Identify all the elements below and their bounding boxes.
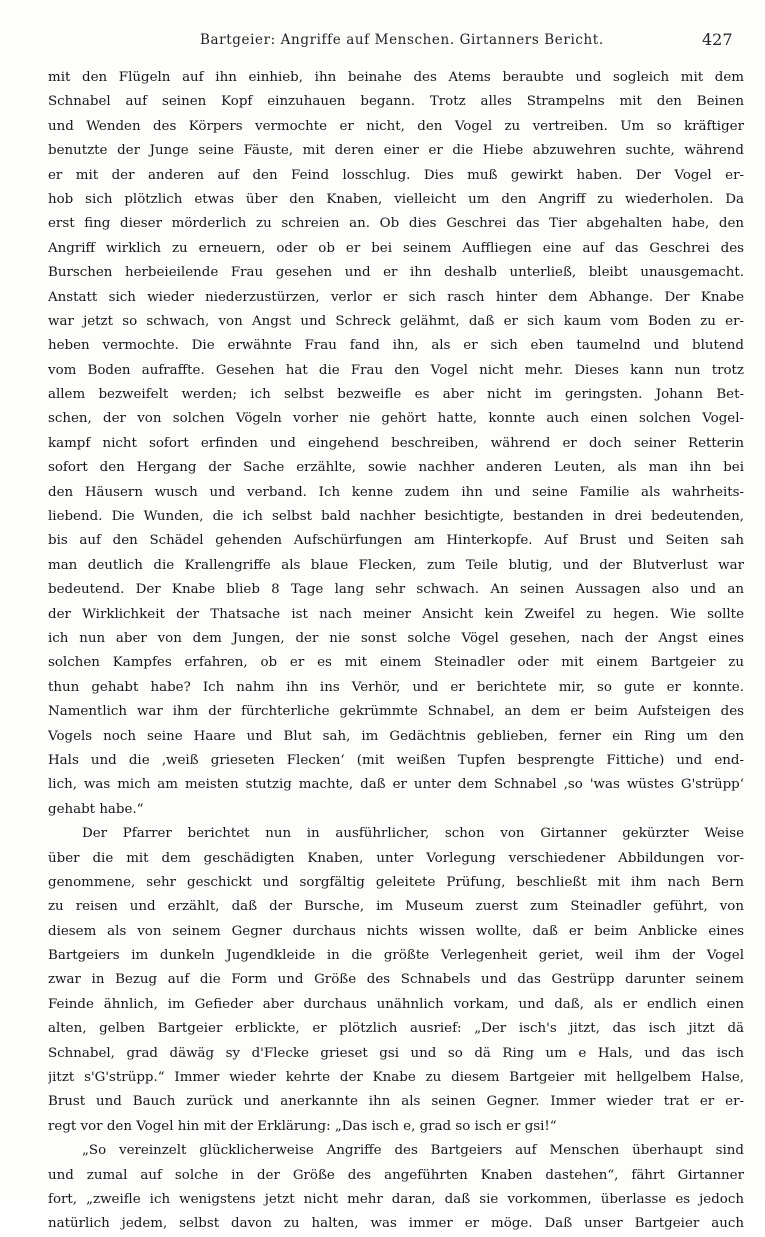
text-line: Vogels noch seine Haare und Blut sah, im Gedächtnis geblieben, ferner ein Ring um den [48,728,744,744]
text-line: und Wenden des Körpers vermochte er nicht, den Vogel zu vertreiben. Um so kräftiger [48,118,744,134]
text-line: Brust und Bauch zurück und anerkannte ihn als seinen Gegner. Immer wieder trat er er- [48,1094,744,1110]
text-line: fort, „zweifle ich wenigstens jetzt nicht mehr daran, daß sie vorkommen, überlasse es jedoch [48,1191,744,1207]
text-line: „So vereinzelt glücklicherweise Angriffe des Bartgeiers auf Menschen überhaupt sind [82,1143,744,1159]
text-line: Schnabel auf seinen Kopf einzuhauen begann. Trotz alles Strampelns mit den Beinen [48,94,744,110]
text-line: heben vermochte. Die erwähnte Frau fand ihn, als er sich eben taumelnd und blutend [48,338,744,354]
text-line: zwar in Bezug auf die Form und Größe des Schnabels und das Gestrüpp darunter seinem [48,972,744,988]
text-line: Namentlich war ihm der fürchterliche gekrümmte Schnabel, an dem er beim Aufsteigen des [48,704,744,720]
text-line: schen, der von solchen Vögeln vorher nie gehört hatte, konnte auch einen solchen Vogel- [48,411,744,427]
text-line: mit den Flügeln auf ihn einhieb, ihn beinahe des Atems beraubte und sogleich mit dem [48,70,744,85]
text-line: lich, was mich am meisten stutzig machte, daß er unter dem Schnabel ‚so 'was wüstes G'strüpp‘ [48,777,744,793]
text-line: zu reisen und erzählt, daß der Bursche, im Museum zuerst zum Steinadler geführt, von [48,899,744,915]
text-line: natürlich jedem, selbst davon zu halten, was immer er möge. Daß unser Bartgeier auch [48,1216,744,1232]
page-header [0,30,765,52]
text-line: bedeutend. Der Knabe blieb 8 Tage lang sehr schwach. An seinen Aussagen also und an [48,582,744,598]
text-line: hob sich plötzlich etwas über den Knaben, vielleicht um den Angriff zu wiederholen. Da [48,191,744,207]
text-line: thun gehabt habe? Ich nahm ihn ins Verhör, und er berichtete mir, so gute er konnte. [48,679,744,695]
text-line: Bartgeiers im dunkeln Jugendkleide in die größte Verlegenheit geriet, weil ihm der Vogel [48,948,744,964]
text-line: bis auf den Schädel gehenden Aufschürfungen am Hinterkopfe. Auf Brust und Seiten sah [48,533,744,549]
running-head: Bartgeier: Angriffe auf Menschen. Girtanners Bericht. [200,32,604,48]
text-line: er mit der anderen auf den Feind losschlug. Dies muß gewirkt haben. Der Vogel er- [48,167,744,183]
text-line: alten, gelben Bartgeier erblickte, er plötzlich ausrief: „Der isch's jitzt, das isch jitzt dä [48,1021,744,1037]
text-line: vom Boden aufraffte. Gesehen hat die Frau den Vogel nicht mehr. Dieses kann nun trotz [48,362,744,378]
text-line: ich nun aber von dem Jungen, der nie sonst solche Vögel gesehen, nach der Angst eines [48,630,744,646]
text-line: den Häusern wusch und verband. Ich kenne zudem ihn und seine Familie als wahrheits- [48,484,744,500]
text-line: Schnabel, grad däwäg sy d'Flecke grieset gsi und so dä Ring um e Hals, und das isch [48,1045,744,1061]
text-line: und zumal auf solche in der Größe des angeführten Knaben dastehen“, fährt Girtanner [48,1167,744,1183]
paragraph [48,1139,744,1237]
text-line: allem bezweifelt werden; ich selbst bezweifle es aber nicht im geringsten. Johann Bet- [48,387,744,403]
paragraph [48,822,744,1139]
text-line: jitzt s'G'strüpp.“ Immer wieder kehrte der Knabe zu diesem Bartgeier mit hellgelbem Halse, [48,1070,744,1086]
page-number: 427 [702,30,733,49]
text-line: kampf nicht sofort erfinden und eingehend beschreiben, während er doch seiner Retterin [48,435,744,451]
text-line: Burschen herbeieilende Frau gesehen und er ihn deshalb unterließ, bleibt unausgemacht. [48,265,744,281]
text-line: Hals und die ‚weiß grieseten Flecken‘ (mit weißen Tupfen besprengte Fittiche) und end- [48,752,744,768]
text-line: gehabt habe.“ [48,801,144,817]
text-line: der Wirklichkeit der Thatsache ist nach meiner Ansicht kein Zweifel zu hegen. Wie sollte [48,606,744,622]
body-text [48,66,744,1237]
text-line: liebend. Die Wunden, die ich selbst bald nachher besichtigte, bestanden in drei bedeutenden, [48,509,744,525]
text-line: man deutlich die Krallengriffe als blaue Flecken, zum Teile blutig, und der Blutverlust war [48,557,744,573]
text-line: Angriff wirklich zu erneuern, oder ob er bei seinem Auffliegen eine auf das Geschrei des [48,240,744,256]
text-line: sofort den Hergang der Sache erzählte, sowie nachher anderen Leuten, als man ihn bei [48,460,744,476]
text-line: solchen Kampfes erfahren, ob er es mit einem Steinadler oder mit einem Bartgeier zu [48,655,744,671]
text-line: Feinde ähnlich, im Gefieder aber durchaus unähnlich vorkam, und daß, als er endlich einen [48,996,744,1012]
text-line: war jetzt so schwach, von Angst und Schreck gelähmt, daß er sich kaum vom Boden zu er- [48,313,744,329]
text-line: Anstatt sich wieder niederzustürzen, verlor er sich rasch hinter dem Abhange. Der Knabe [48,289,744,305]
paragraph [48,66,744,822]
text-line: regt vor den Vogel hin mit der Erklärung: „Das isch e, grad so isch er gsi!“ [48,1118,557,1134]
text-line: Der Pfarrer berichtet nun in ausführlicher, schon von Girtanner gekürzter Weise [82,826,744,842]
text-line: benutzte der Junge seine Fäuste, mit deren einer er die Hiebe abzuwehren suchte, während [48,143,744,159]
text-line: über die mit dem geschädigten Knaben, unter Vorlegung verschiedener Abbildungen vor- [48,850,744,866]
text-line: genommene, sehr geschickt und sorgfältig geleitete Prüfung, beschließt mit ihm nach Bern [48,874,744,890]
text-line: erst fing dieser mörderlich zu schreien an. Ob dies Geschrei das Tier abgehalten habe, den [48,216,744,232]
text-line: diesem als von seinem Gegner durchaus nichts wissen wollte, daß er beim Anblicke eines [48,923,744,939]
